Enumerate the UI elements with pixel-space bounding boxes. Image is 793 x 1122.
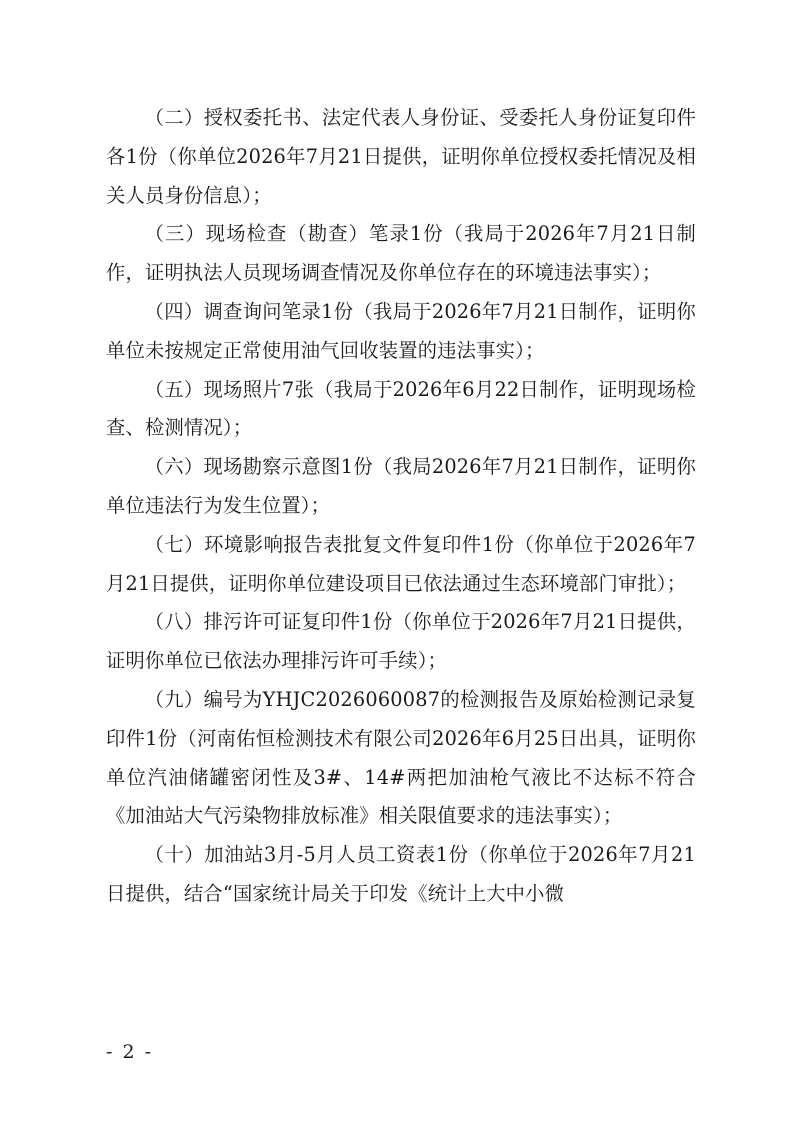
evidence-item-5: （五）现场照片7张（我局于2026年6月22日制作，证明现场检查、检测情况）；	[106, 377, 696, 440]
evidence-item-3: （三）现场检查（勘查）笔录1份（我局于2026年7月21日制作，证明执法人员现场调查情况及你单位存在的环境违法事实）；	[106, 222, 696, 285]
evidence-item-9: （九）编号为YHJC2026060087的检测报告及原始检测记录复印件1份（河南佑恒检测技术有限公司2026年6月25日出具，证明你单位汽油储罐密闭性及3#、14#两把加油枪气液比不达标不符合《加油站大气污染物排放标准》相关限值要求的违法事实）；	[106, 687, 696, 828]
evidence-item-8: （八）排污许可证复印件1份（你单位于2026年7月21日提供，证明你单位已依法办理排污许可手续）；	[106, 610, 696, 673]
evidence-item-6: （六）现场勘察示意图1份（我局2026年7月21日制作，证明你单位违法行为发生位置）；	[106, 455, 696, 517]
evidence-item-4: （四）调查询问笔录1份（我局于2026年7月21日制作，证明你单位未按规定正常使用油气回收装置的违法事实）；	[106, 299, 696, 362]
page-number: - 2 -	[106, 1041, 154, 1063]
document-body	[106, 99, 696, 914]
evidence-item-10: （十）加油站3月-5月人员工资表1份（你单位于2026年7月21日提供，结合“国家统计局关于印发《统计上大中小微	[106, 843, 696, 905]
evidence-item-7: （七）环境影响报告表批复文件复印件1份（你单位于2026年7月21日提供，证明你单位建设项目已依法通过生态环境部门审批）；	[106, 532, 696, 595]
evidence-item-2: （二）授权委托书、法定代表人身份证、受委托人身份证复印件各1份（你单位2026年7月21日提供，证明你单位授权委托情况及相关人员身份信息）；	[106, 106, 696, 207]
